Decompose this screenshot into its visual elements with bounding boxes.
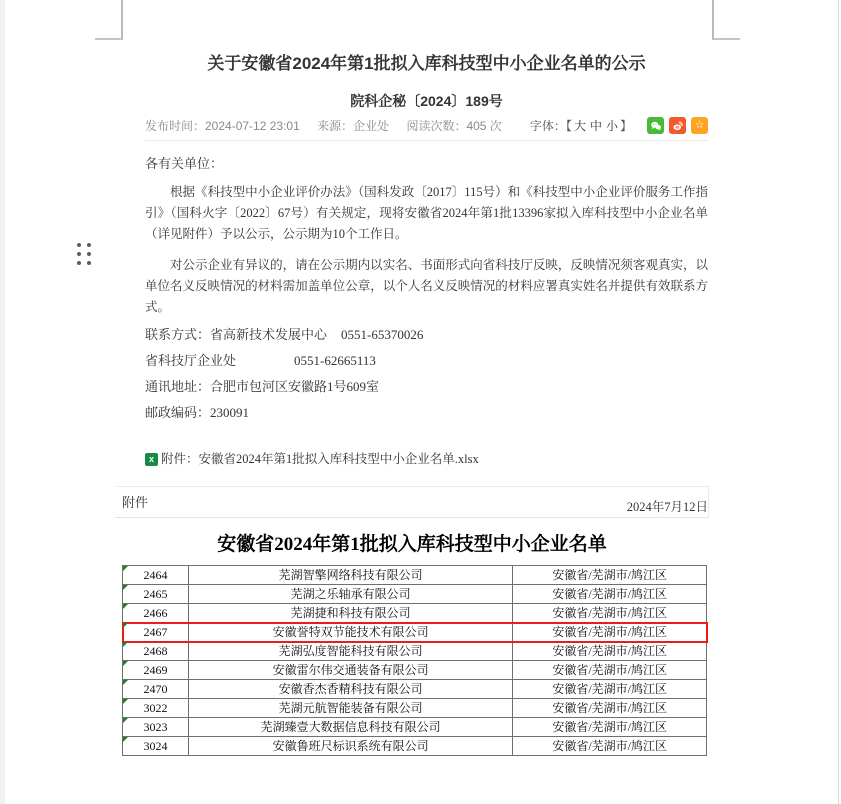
contact-line-1 — [145, 326, 708, 343]
announcement-article — [145, 0, 708, 515]
contact-1-phone: 0551-65370026 — [341, 327, 424, 342]
company-region: 安徽省/芜湖市/鸠江区 — [513, 680, 707, 699]
row-number: 2470 — [143, 681, 168, 696]
document-date: 2024年7月12日 — [626, 500, 708, 514]
company-name: 安徽鲁班尺标识系统有限公司 — [188, 737, 512, 756]
font-size-label-end: 】 — [619, 118, 632, 133]
page-title: 关于安徽省2024年第1批拟入库科技型中小企业名单的公示 — [207, 54, 646, 73]
font-size-large-button[interactable]: 大 — [573, 118, 586, 133]
paragraph-objection: 对公示企业有异议的，请在公示期内以实名、书面形式向省科技厅反映，反映情况须客观真实，以单位名义反映情况的材料需加盖单位公章，以个人名义反映情况的材料应署真实姓名并提供有效联系方式。 — [145, 258, 708, 314]
contact-line-3: 通讯地址：合肥市包河区安徽路1号609室 — [145, 379, 380, 394]
attachment-row — [145, 451, 708, 467]
font-size-medium-button[interactable]: 中 — [589, 118, 602, 133]
share-wechat-button[interactable] — [647, 117, 664, 134]
table-title: 安徽省2024年第1批拟入库科技型中小企业名单 — [217, 534, 607, 555]
table-row — [123, 699, 707, 718]
contact-2-label: 省科技厅企业处 — [145, 353, 237, 368]
table-row — [123, 718, 707, 737]
crop-mark-left-icon — [95, 0, 123, 40]
company-name: 芜湖之乐轴承有限公司 — [188, 585, 512, 604]
attachment-label: 附件： — [161, 452, 199, 466]
publish-time: 发布时间：2024-07-12 23:01 — [145, 118, 300, 133]
page-right-edge — [838, 0, 839, 804]
company-name: 安徽誉特双节能技术有限公司 — [188, 623, 512, 642]
company-name: 安徽雷尔伟交通装备有限公司 — [188, 661, 512, 680]
company-region: 安徽省/芜湖市/鸠江区 — [513, 737, 707, 756]
table-row-highlighted — [123, 623, 707, 642]
share-weibo-button[interactable] — [669, 117, 686, 134]
attachment-preview-panel — [115, 486, 709, 756]
company-region: 安徽省/芜湖市/鸠江区 — [513, 699, 707, 718]
table-row — [123, 642, 707, 661]
contact-2-phone: 0551-62665113 — [294, 353, 376, 368]
paragraph-basis: 根据《科技型中小企业评价办法》（国科发政〔2017〕115号）和《科技型中小企业评价服务工作指引》（国科火字〔2022〕67号）有关规定，现将安徽省2024年第1批13396家拟入库科技型中小企业名单（详见附件）予以公示，公示期为10个工作日。 — [145, 185, 708, 241]
meta-row — [145, 117, 708, 134]
company-region: 安徽省/芜湖市/鸠江区 — [513, 718, 707, 737]
company-region: 安徽省/芜湖市/鸠江区 — [513, 566, 707, 585]
row-number: 2464 — [143, 567, 168, 582]
meta-info — [145, 118, 516, 134]
row-number: 2468 — [143, 643, 168, 658]
contact-line-2 — [145, 352, 708, 369]
meta-tools — [530, 117, 708, 134]
font-size-label: 字体：【 — [529, 118, 572, 133]
company-name: 芜湖臻壹大数据信息科技有限公司 — [188, 718, 512, 737]
company-name: 芜湖弘度智能科技有限公司 — [188, 642, 512, 661]
company-region: 安徽省/芜湖市/鸠江区 — [513, 642, 707, 661]
company-name: 安徽香杰香精科技有限公司 — [188, 680, 512, 699]
excel-file-icon: x — [145, 453, 158, 466]
company-name: 芜湖捷和科技有限公司 — [188, 604, 512, 623]
company-region: 安徽省/芜湖市/鸠江区 — [513, 623, 707, 642]
row-number: 3022 — [143, 700, 168, 715]
font-size-selector — [530, 118, 632, 134]
company-table — [122, 565, 707, 756]
view-count: 阅读次数：405 次 — [406, 118, 502, 133]
excel-marker-icon — [123, 623, 128, 628]
source: 来源：企业处 — [317, 118, 390, 133]
favorite-star-button[interactable] — [691, 117, 708, 134]
header-divider — [145, 140, 708, 141]
attachment-link[interactable]: 安徽省2024年第1批拟入库科技型中小企业名单.xlsx — [198, 452, 479, 466]
star-icon: ☆ — [694, 119, 705, 131]
excel-marker-icon — [123, 566, 128, 571]
crop-mark-right-icon — [712, 0, 740, 40]
excel-marker-icon — [123, 680, 128, 685]
excel-marker-icon — [123, 642, 128, 647]
excel-marker-icon — [123, 661, 128, 666]
table-row — [123, 737, 707, 756]
company-region: 安徽省/芜湖市/鸠江区 — [513, 585, 707, 604]
table-row — [123, 680, 707, 699]
document-number: 院科企秘〔2024〕189号 — [350, 93, 503, 109]
row-number: 3023 — [143, 719, 168, 734]
wechat-icon — [650, 120, 662, 132]
excel-marker-icon — [123, 718, 128, 723]
excel-marker-icon — [123, 699, 128, 704]
company-name: 芜湖智擎网络科技有限公司 — [188, 566, 512, 585]
page-left-edge — [0, 0, 5, 804]
company-region: 安徽省/芜湖市/鸠江区 — [513, 604, 707, 623]
excel-marker-icon — [123, 604, 128, 609]
contact-line-4: 邮政编码：230091 — [145, 405, 250, 420]
salutation: 各有关单位： — [145, 156, 224, 171]
table-row — [123, 661, 707, 680]
drag-handle[interactable] — [77, 243, 93, 267]
excel-marker-icon — [123, 585, 128, 590]
table-row — [123, 604, 707, 623]
row-number: 3024 — [143, 738, 168, 753]
table-row — [123, 566, 707, 585]
row-number: 2469 — [143, 662, 168, 677]
company-region: 安徽省/芜湖市/鸠江区 — [513, 661, 707, 680]
row-number: 2466 — [143, 605, 168, 620]
table-row — [123, 585, 707, 604]
row-number: 2467 — [143, 624, 168, 639]
contact-1-label: 联系方式：省高新技术发展中心 — [145, 327, 328, 342]
weibo-icon — [672, 120, 684, 132]
font-size-small-button[interactable]: 小 — [605, 118, 618, 133]
company-name: 芜湖元航智能装备有限公司 — [188, 699, 512, 718]
attachment-panel-header: 附件 — [115, 486, 709, 518]
row-number: 2465 — [143, 586, 168, 601]
excel-marker-icon — [123, 737, 128, 742]
